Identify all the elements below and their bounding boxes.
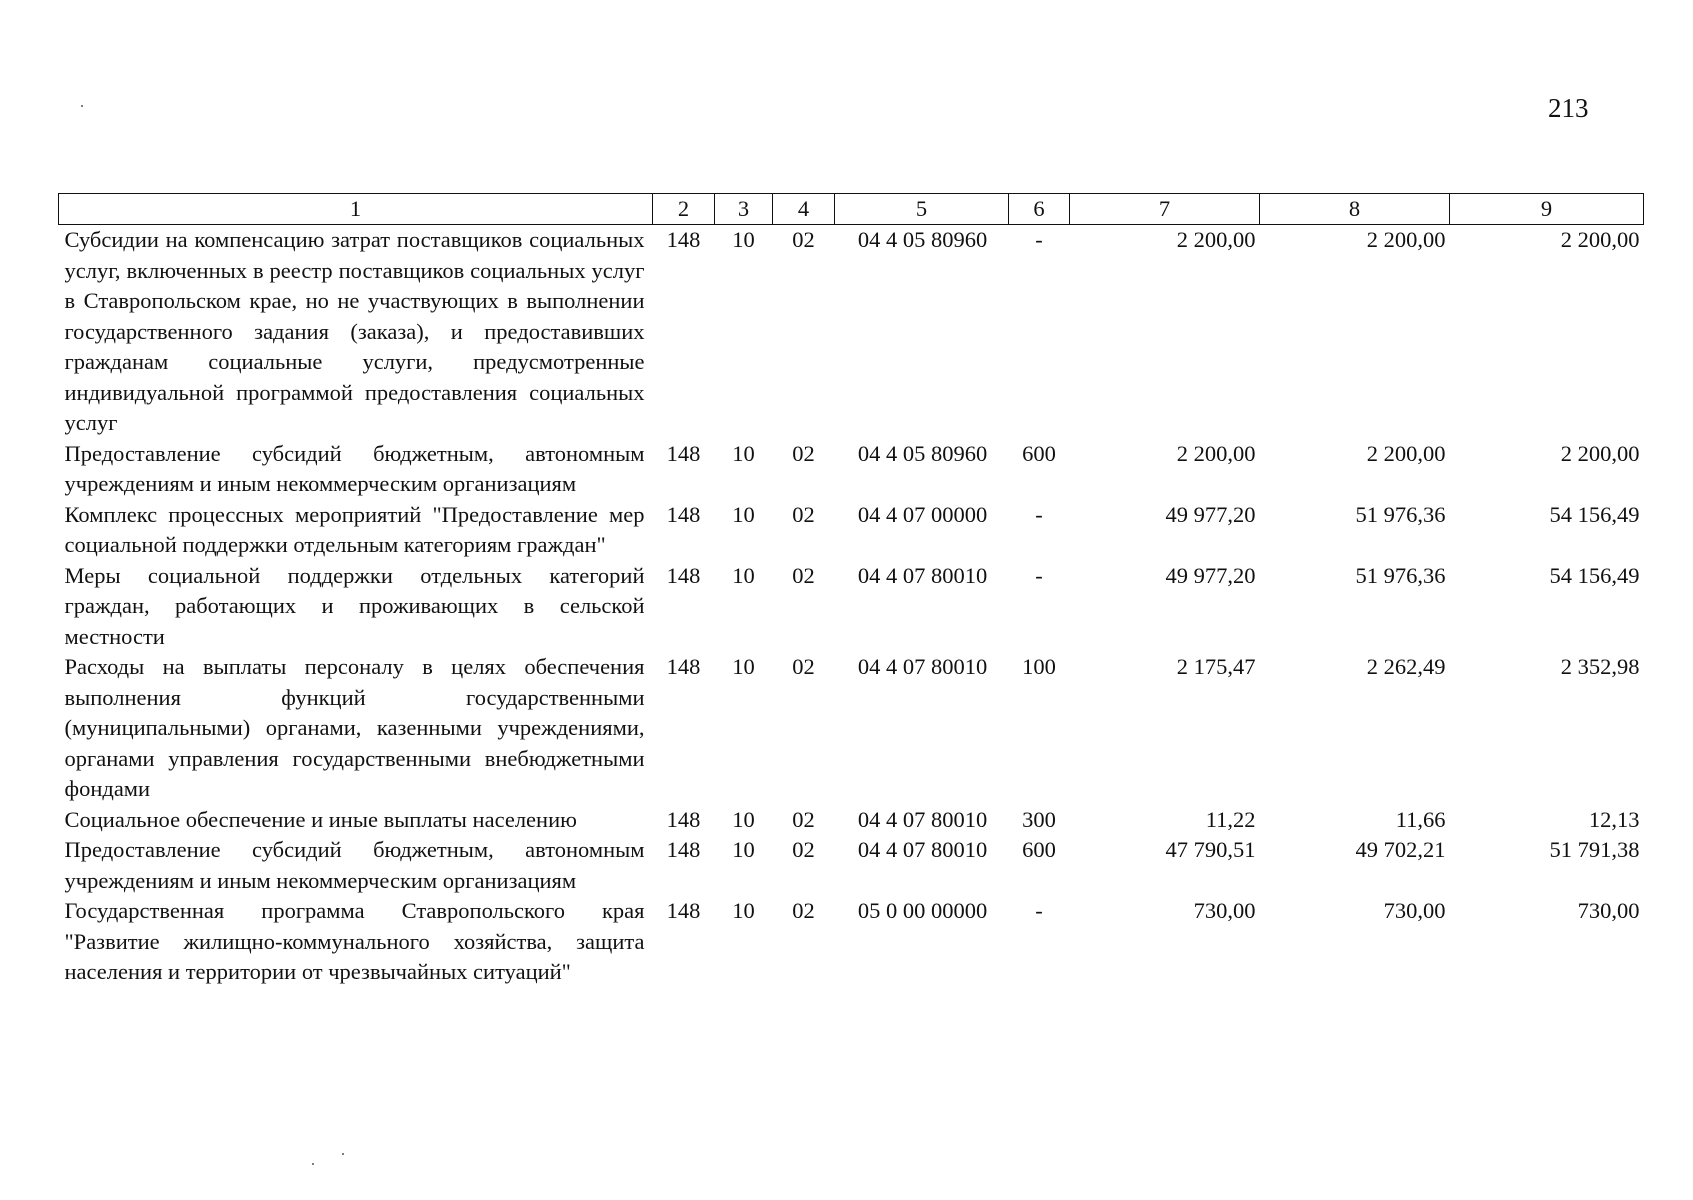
target-article-code: 04 4 05 80960 (857, 227, 988, 252)
subsection-code: 02 (792, 501, 815, 527)
table-body (59, 225, 1644, 988)
amount-col-9: 730,00 (1577, 898, 1640, 923)
amount-col-7: 2 200,00 (1176, 227, 1256, 252)
ministry-code: 148 (666, 806, 701, 832)
expense-type-code: 600 (1022, 440, 1056, 466)
amount-col-9: 51 791,38 (1549, 837, 1640, 862)
column-number: 6 (1009, 194, 1070, 225)
amount-col-8: 2 200,00 (1366, 227, 1446, 252)
table-row (59, 500, 1644, 561)
subsection-code: 02 (792, 654, 815, 679)
table-row (59, 561, 1644, 653)
amount-col-7: 47 790,51 (1165, 837, 1256, 862)
amount-col-8: 730,00 (1383, 898, 1446, 923)
subsection-code: 02 (792, 898, 815, 923)
section-code: 10 (732, 898, 755, 923)
ministry-code: 148 (666, 227, 701, 252)
section-code: 10 (732, 501, 755, 527)
column-number: 1 (59, 194, 653, 225)
row-description: Субсидии на компенсацию затрат поставщиков социальных услуг, включенных в реестр поставщиков социальных услуг в Ставропольском крае, но не участвующих в выполнении государственного задания (заказа), и предоставивших гражданам социальные услуги, предусмотренные индивидуальной программой предоставления социальных услуг (64, 227, 645, 435)
table-header (59, 194, 1644, 225)
amount-col-9: 2 200,00 (1560, 227, 1640, 252)
row-description: Социальное обеспечение и иные выплаты населению (64, 806, 577, 832)
amount-col-8: 11,66 (1395, 806, 1446, 832)
table-row (59, 896, 1644, 988)
amount-col-8: 51 976,36 (1355, 501, 1446, 527)
section-code: 10 (732, 562, 755, 588)
expense-type-code: - (1035, 898, 1043, 923)
amount-col-7: 49 977,20 (1165, 501, 1256, 527)
amount-col-7: 2 200,00 (1176, 440, 1256, 466)
amount-col-8: 51 976,36 (1355, 562, 1446, 588)
scan-speck (342, 1153, 344, 1155)
column-number: 4 (773, 194, 835, 225)
section-code: 10 (732, 837, 755, 862)
subsection-code: 02 (792, 440, 815, 466)
subsection-code: 02 (792, 806, 815, 832)
target-article-code: 04 4 07 80010 (857, 806, 988, 832)
amount-col-9: 54 156,49 (1549, 501, 1640, 527)
table-row (59, 439, 1644, 500)
column-number: 7 (1070, 194, 1260, 225)
row-description: Предоставление субсидий бюджетным, автономным учреждениям и иным некоммерческим организациям (64, 440, 645, 496)
ministry-code: 148 (666, 654, 701, 679)
amount-col-7: 2 175,47 (1176, 654, 1256, 679)
amount-col-7: 49 977,20 (1165, 562, 1256, 588)
target-article-code: 04 4 05 80960 (857, 440, 988, 466)
ministry-code: 148 (666, 562, 701, 588)
expense-type-code: 300 (1022, 806, 1056, 832)
target-article-code: 04 4 07 80010 (857, 654, 988, 679)
table-row (59, 652, 1644, 805)
column-number: 3 (715, 194, 773, 225)
page-number: 213 (1548, 93, 1589, 123)
scan-speck (312, 1163, 314, 1165)
amount-col-9: 2 200,00 (1560, 440, 1640, 466)
row-description: Предоставление субсидий бюджетным, автономным учреждениям и иным некоммерческим организациям (64, 837, 645, 893)
section-code: 10 (732, 654, 755, 679)
expense-type-code: 100 (1022, 654, 1056, 679)
table-header-row (59, 194, 1644, 225)
amount-col-9: 12,13 (1588, 806, 1640, 832)
section-code: 10 (732, 227, 755, 252)
table-row (59, 835, 1644, 896)
column-number: 5 (835, 194, 1009, 225)
expense-type-code: - (1035, 501, 1043, 527)
budget-table (58, 193, 1644, 988)
column-number: 9 (1450, 194, 1644, 225)
amount-col-9: 54 156,49 (1549, 562, 1640, 588)
column-number: 2 (653, 194, 715, 225)
table-row (59, 805, 1644, 836)
target-article-code: 05 0 00 00000 (857, 898, 988, 923)
amount-col-9: 2 352,98 (1560, 654, 1640, 679)
subsection-code: 02 (792, 227, 815, 252)
amount-col-7: 730,00 (1193, 898, 1256, 923)
amount-col-8: 49 702,21 (1355, 837, 1446, 862)
table-row (59, 225, 1644, 439)
row-description: Расходы на выплаты персоналу в целях обеспечения выполнения функций государственными (муниципальными) органами, казенными учреждениями, органами управления государственными внебюджетными фондами (64, 654, 645, 801)
subsection-code: 02 (792, 562, 815, 588)
target-article-code: 04 4 07 80010 (857, 837, 988, 862)
amount-col-8: 2 262,49 (1366, 654, 1446, 679)
ministry-code: 148 (666, 837, 701, 862)
section-code: 10 (732, 440, 755, 466)
amount-col-8: 2 200,00 (1366, 440, 1446, 466)
subsection-code: 02 (792, 837, 815, 862)
row-description: Государственная программа Ставропольского края "Развитие жилищно-коммунального хозяйства, защита населения и территории от чрезвычайных ситуаций" (64, 898, 645, 984)
row-description: Комплекс процессных мероприятий "Предоставление мер социальной поддержки отдельным категориям граждан" (64, 501, 645, 557)
expense-type-code: - (1035, 227, 1043, 252)
section-code: 10 (732, 806, 755, 832)
ministry-code: 148 (666, 440, 701, 466)
ministry-code: 148 (666, 501, 701, 527)
scan-speck (81, 105, 83, 107)
row-description: Меры социальной поддержки отдельных категорий граждан, работающих и проживающих в сельской местности (64, 562, 645, 649)
expense-type-code: - (1035, 562, 1043, 588)
target-article-code: 04 4 07 00000 (857, 501, 988, 527)
target-article-code: 04 4 07 80010 (857, 562, 988, 588)
expense-type-code: 600 (1022, 837, 1056, 862)
amount-col-7: 11,22 (1205, 806, 1256, 832)
column-number: 8 (1260, 194, 1450, 225)
ministry-code: 148 (666, 898, 701, 923)
